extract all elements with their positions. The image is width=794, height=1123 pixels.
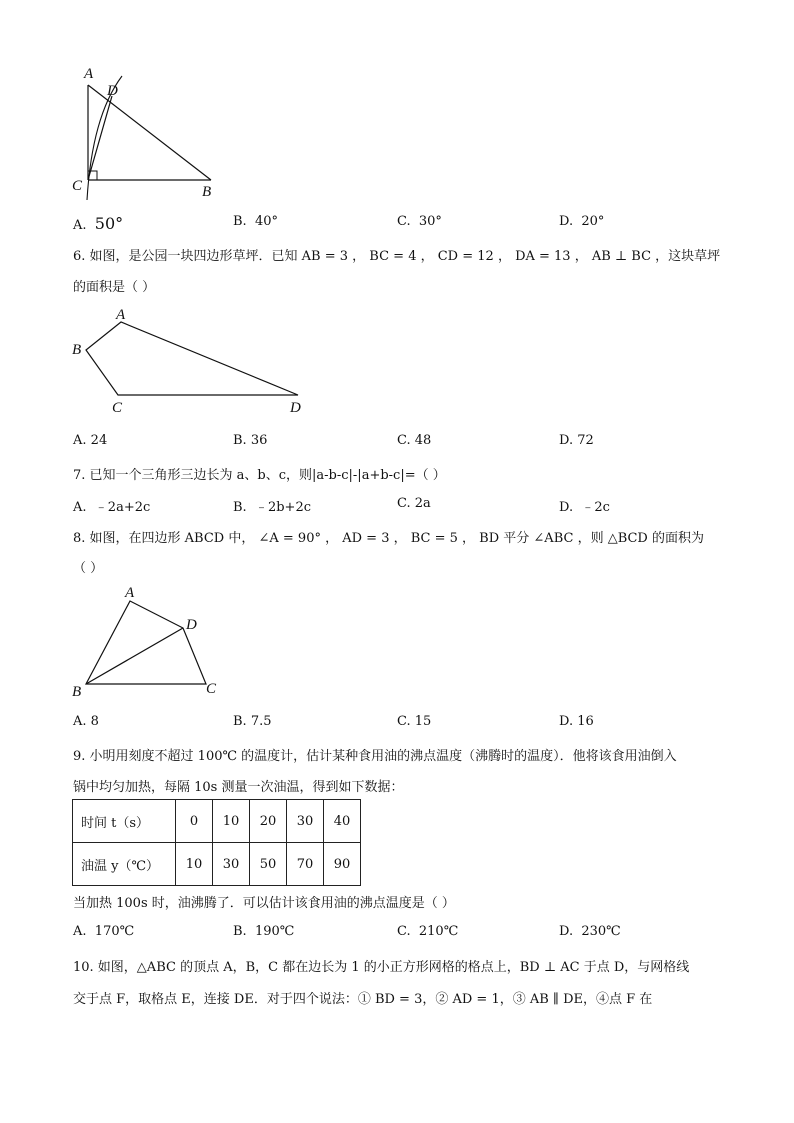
q9-option-d[interactable]: D. 230℃ [559,924,621,939]
q6-label-c: C [112,400,123,416]
q8-option-c[interactable]: C. 15 [397,714,432,729]
table-cell: 50 [250,843,287,886]
table-cell: 70 [287,843,324,886]
q5-option-b[interactable]: B. 40° [233,214,278,229]
table-cell: 20 [250,800,287,843]
q6-label-a: A [116,307,126,323]
table-header-temp: 油温 y（℃） [73,843,176,886]
q8-option-b[interactable]: B. 7.5 [233,714,272,729]
q5-option-d[interactable]: D. 20° [559,214,605,229]
table-row [73,800,361,843]
q6-stem-line2: 的面积是（ ） [73,280,156,295]
q9-option-b[interactable]: B. 190℃ [233,924,295,939]
q5-label-a: A [84,66,94,82]
q9-stem-line3: 当加热 100s 时，油沸腾了．可以估计该食用油的沸点温度是（ ） [73,896,455,911]
table-cell: 40 [324,800,361,843]
q9-option-a[interactable]: A. 170℃ [73,924,135,939]
q8-stem-line2: （ ） [73,561,104,576]
q8-label-d: D [186,617,197,633]
q6-option-c[interactable]: C. 48 [397,433,432,448]
q6-option-a[interactable]: A. 24 [73,433,108,448]
q8-stem-line1: 8. 如图，在四边形 ABCD 中， ∠A = 90° ， AD = 3 ， BC = 5 ， BD 平分 ∠ABC ，则 △BCD 的面积为 [73,531,704,546]
q7-option-c[interactable]: C. 2a [397,496,431,511]
q8-label-a: A [125,585,135,601]
q8-label-b: B [72,684,82,700]
q5-label-c: C [72,178,83,194]
q9-data-table [72,799,361,886]
table-cell: 90 [324,843,361,886]
table-header-time: 时间 t（s） [73,800,176,843]
q6-label-b: B [72,342,82,358]
q5-label-b: B [202,184,212,200]
q8-option-d[interactable]: D. 16 [559,714,594,729]
q6-figure [66,305,316,420]
q5-figure [66,60,226,205]
q10-stem-line1: 10. 如图，△ABC 的顶点 A，B，C 都在边长为 1 的小正方形网格的格点上，BD ⊥ AC 于点 D，与网格线 [73,960,690,975]
q7-option-a[interactable]: A. ﹣2a+2c [73,500,151,515]
q8-option-a[interactable]: A. 8 [73,714,99,729]
q10-stem-line2: 交于点 F，取格点 E，连接 DE．对于四个说法：① BD = 3，② AD = 1，③ AB ∥ DE，④点 F 在 [73,992,653,1007]
q9-stem-line1: 9. 小明用刻度不超过 100℃ 的温度计，估计某种食用油的沸点温度（沸腾时的温度）．他将该食用油倒入 [73,749,677,764]
q8-figure [66,580,236,702]
table-row [73,843,361,886]
table-cell: 10 [176,843,213,886]
q6-option-d[interactable]: D. 72 [559,433,594,448]
q6-option-b[interactable]: B. 36 [233,433,268,448]
q6-stem-line1: 6. 如图，是公园一块四边形草坪．已知 AB = 3 ， BC = 4 ， CD = 12 ， DA = 13 ， AB ⊥ BC ，这块草坪 [73,249,721,264]
q7-stem: 7. 已知一个三角形三边长为 a、b、c，则|a-b-c|-|a+b-c|=（ ） [73,468,446,483]
table-cell: 0 [176,800,213,843]
q5-option-a[interactable]: A. 50° [73,214,124,233]
table-cell: 10 [213,800,250,843]
q5-label-d: D [107,83,118,99]
q7-option-b[interactable]: B. ﹣2b+2c [233,500,311,515]
q6-label-d: D [290,400,301,416]
table-cell: 30 [213,843,250,886]
q9-stem-line2: 锅中均匀加热，每隔 10s 测量一次油温，得到如下数据： [73,780,404,795]
q8-label-c: C [206,681,217,697]
table-cell: 30 [287,800,324,843]
q9-option-c[interactable]: C. 210℃ [397,924,459,939]
q5-option-c[interactable]: C. 30° [397,214,442,229]
q7-option-d[interactable]: D. ﹣2c [559,500,610,515]
